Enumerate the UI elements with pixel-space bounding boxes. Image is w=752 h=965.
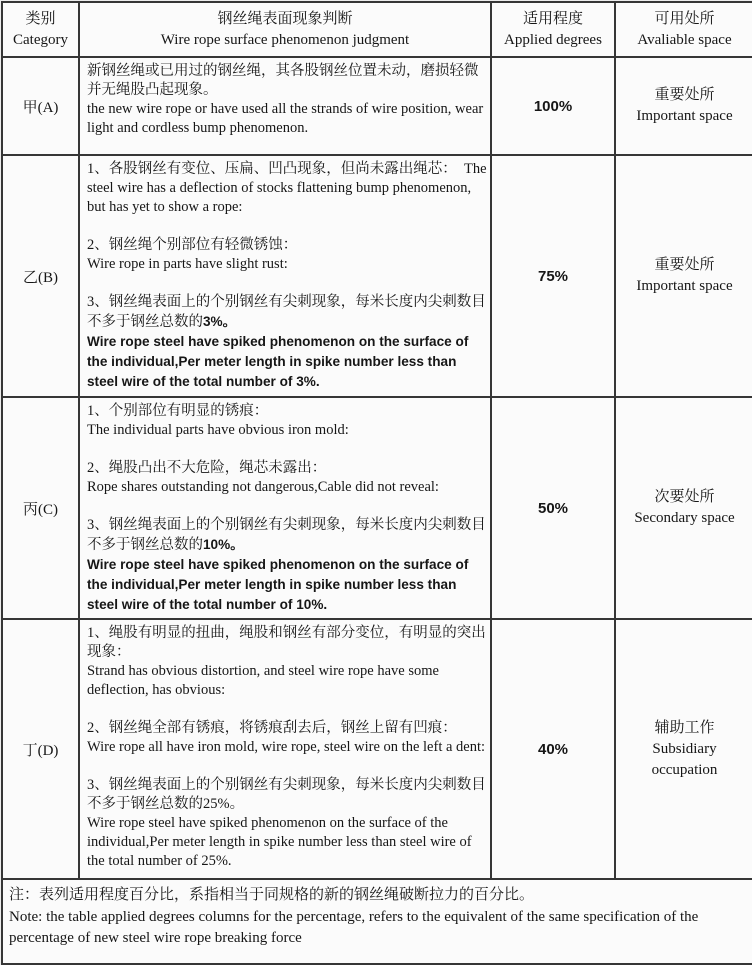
judgment-cell <box>79 619 491 879</box>
space-cell <box>615 397 752 619</box>
header-degree-zh: 适用程度 <box>522 10 583 27</box>
judgment-text-zh: 1、绳股有明显的扭曲，绳股和钢丝有部分变位，有明显的突出现象： <box>87 625 486 660</box>
note-cell <box>2 879 752 964</box>
judgment-text-zh: 10%。 <box>203 537 244 552</box>
judgment-paragraph <box>87 62 487 138</box>
judgment-text-zh: 1、个别部位有明显的锈痕： <box>87 403 269 419</box>
judgment-paragraph <box>87 236 487 274</box>
header-category <box>2 2 79 57</box>
judgment-text-zh: 3、钢丝绳表面上的个别钢丝有尖刺现象，每米长度内尖刺数目不多于钢丝总数的25%。 <box>87 777 486 812</box>
judgment-paragraph <box>87 160 491 217</box>
header-space-en: Avaliable space <box>637 31 732 48</box>
note-text-en: Note: the table applied degrees columns for the percentage, refers to the equivalent of the same specification of the percentage of new steel wire rope breaking force <box>9 908 699 946</box>
category-cell: 甲(A) <box>2 57 79 155</box>
space-cell <box>615 57 752 155</box>
judgment-cell <box>79 397 491 619</box>
judgment-text-zh: 2、钢丝绳个别部位有轻微锈蚀： <box>87 237 298 253</box>
space-text-en: Subsidiary occupation <box>651 740 718 778</box>
judgment-text-en: Wire rope all have iron mold, wire rope, steel wire on the left a dent: <box>87 720 486 755</box>
judgment-text-zh: 1、各股钢丝有变位、压扁、凹凸现象，但尚未露出绳芯： <box>87 161 457 177</box>
judgment-text-en: Wire rope steel have spiked phenomenon on the surface of the individual,Per meter length in spike number less than steel wire of the total number of 3%. <box>87 334 473 389</box>
space-text-zh: 次要处所 <box>654 489 715 505</box>
judgment-text-en: Wire rope in parts have slight rust: <box>87 256 288 272</box>
judgment-text-zh: 3%。 <box>203 314 237 329</box>
header-judgment-zh: 钢丝绳表面现象判断 <box>217 10 353 27</box>
judgment-text-zh: 2、绳股凸出不大危险，绳芯未露出： <box>87 460 327 476</box>
header-judgment-en: Wire rope surface phenomenon judgment <box>160 31 410 48</box>
degree-cell: 75% <box>491 155 615 397</box>
header-row <box>2 2 752 57</box>
table-row <box>2 397 752 619</box>
judgment-text-zh: 2、钢丝绳全部有锈痕，将锈痕刮去后，钢丝上留有凹痕： <box>87 720 457 736</box>
judgment-paragraph <box>87 459 487 497</box>
header-space-zh: 可用处所 <box>654 10 715 27</box>
space-text-zh: 重要处所 <box>654 87 715 103</box>
header-category-en: Category <box>13 31 68 48</box>
space-text-en: Secondary space <box>634 510 735 526</box>
judgment-paragraph <box>87 624 487 700</box>
judgment-paragraph <box>87 516 487 615</box>
space-cell <box>615 619 752 879</box>
header-judgment <box>79 2 491 57</box>
table-footer <box>2 879 752 964</box>
note-text-zh: 注：表列适用程度百分比，系指相当于同规格的新的钢丝绳破断拉力的百分比。 <box>9 887 535 903</box>
space-text-zh: 辅助工作 <box>654 719 715 736</box>
space-cell <box>615 155 752 397</box>
note-row <box>2 879 752 964</box>
degree-cell: 40% <box>491 619 615 879</box>
judgment-cell <box>79 155 491 397</box>
header-degree <box>491 2 615 57</box>
judgment-cell <box>79 57 491 155</box>
table-row <box>2 57 752 155</box>
category-cell: 丙(C) <box>2 397 79 619</box>
judgment-paragraph <box>87 776 487 871</box>
judgment-text-en: Wire rope steel have spiked phenomenon on the surface of the individual,Per meter length in spike number less than steel wire of the total number of 25%. <box>87 815 476 869</box>
table-header <box>2 2 752 57</box>
wire-rope-grade-table <box>1 1 752 965</box>
space-text-en: Important space <box>636 278 733 294</box>
judgment-text-en: The steel wire has a deflection of stocks flattening bump phenomenon, but has yet to show a rope: <box>87 161 491 215</box>
header-degree-en: Applied degrees <box>504 31 602 48</box>
table-row <box>2 155 752 397</box>
judgment-paragraph <box>87 402 487 440</box>
judgment-text-en: Strand has obvious distortion, and steel wire rope have some deflection, has obvious: <box>87 663 443 698</box>
category-cell: 乙(B) <box>2 155 79 397</box>
space-text-en: Important space <box>636 108 733 124</box>
judgment-text-zh: 3、钢丝绳表面上的个别钢丝有尖刺现象，每米长度内尖刺数目不多于钢丝总数的 <box>87 517 486 553</box>
degree-cell: 50% <box>491 397 615 619</box>
judgment-text-en: Rope shares outstanding not dangerous,Cable did not reveal: <box>87 479 439 495</box>
space-text-zh: 重要处所 <box>654 257 715 273</box>
judgment-paragraph <box>87 293 487 392</box>
table-row <box>2 619 752 879</box>
table-body <box>2 57 752 879</box>
judgment-text-en: The individual parts have obvious iron mold: <box>87 422 349 438</box>
judgment-text-en: the new wire rope or have used all the strands of wire position, wear light and cordless bump phenomenon. <box>87 101 487 136</box>
judgment-text-zh: 新钢丝绳或已用过的钢丝绳，其各股钢丝位置未动，磨损轻微并无绳股凸起现象。 <box>87 63 479 98</box>
degree-cell: 100% <box>491 57 615 155</box>
header-category-zh: 类别 <box>25 10 56 27</box>
judgment-text-zh: 3、钢丝绳表面上的个别钢丝有尖刺现象，每米长度内尖刺数目不多于钢丝总数的 <box>87 294 486 330</box>
category-cell: 丁(D) <box>2 619 79 879</box>
judgment-paragraph <box>87 719 487 757</box>
judgment-text-en: Wire rope steel have spiked phenomenon on the surface of the individual,Per meter length in spike number less than steel wire of the total number of 10%. <box>87 557 473 612</box>
header-space <box>615 2 752 57</box>
